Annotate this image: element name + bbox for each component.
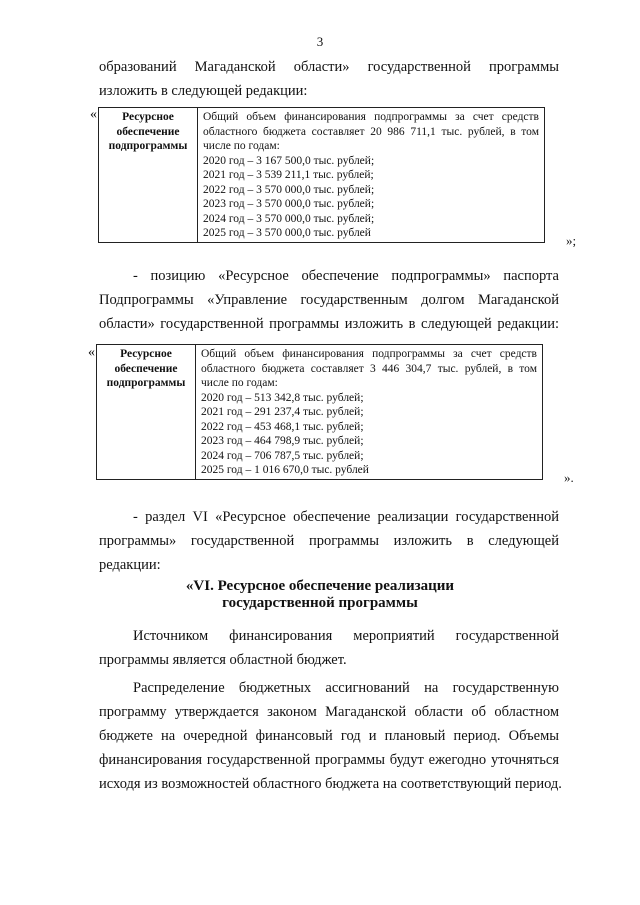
table2-year-line: 2021 год – 291 237,4 тыс. рублей; xyxy=(201,406,364,418)
para5-line-4: финансирования государственной программы будут ежегодно уточняться xyxy=(99,752,559,768)
table1-content-line: областного бюджета составляет 20 986 711,1 тыс. рублей, в том xyxy=(203,125,539,138)
intro-line-2: изложить в следующей редакции: xyxy=(99,83,308,99)
table2-label-line: Ресурсное xyxy=(120,348,172,360)
table1-content-line: числе по годам: xyxy=(203,140,280,152)
table1-year-line: 2025 год – 3 570 000,0 тыс. рублей xyxy=(203,227,371,239)
table2-year-line: 2025 год – 1 016 670,0 тыс. рублей xyxy=(201,464,369,476)
para5-line-3: бюджете на очередной финансовый год и плановый период. Объемы xyxy=(99,728,559,744)
paragraph-4 xyxy=(99,624,559,672)
paragraph-3 xyxy=(99,505,559,577)
resource-table-1 xyxy=(98,107,545,243)
para5-line-2: программу утверждается законом Магаданской области об областном xyxy=(99,704,559,720)
table2-year-line: 2022 год – 453 468,1 тыс. рублей; xyxy=(201,420,364,433)
table1-label-cell xyxy=(99,108,198,243)
table2-label-line: подпрограммы xyxy=(106,377,186,389)
table1-content-line: Общий объем финансирования подпрограммы за счет средств xyxy=(203,111,539,123)
table1-year-line: 2023 год – 3 570 000,0 тыс. рублей; xyxy=(203,198,375,210)
section-heading xyxy=(100,578,540,612)
table2-content-line: Общий объем финансирования подпрограммы за счет средств xyxy=(201,348,537,360)
table2-content-line: областного бюджета составляет 3 446 304,7 тыс. рублей, в том xyxy=(201,362,537,375)
table1-year-line: 2022 год – 3 570 000,0 тыс. рублей; xyxy=(203,183,375,196)
para2-line-1: - позицию «Ресурсное обеспечение подпрограммы» паспорта xyxy=(133,268,559,284)
section-heading-line-2: государственной программы xyxy=(222,595,418,611)
para2-line-2: Подпрограммы «Управление государственным долгом Магаданской xyxy=(99,292,559,308)
table2-content-line: числе по годам: xyxy=(201,377,278,389)
section-heading-line-1: «VI. Ресурсное обеспечение реализации xyxy=(185,578,455,594)
table1-year-line: 2020 год – 3 167 500,0 тыс. рублей; xyxy=(203,154,375,167)
table1-label-line: подпрограммы xyxy=(108,140,188,152)
table1-label-line: обеспечение xyxy=(116,125,180,138)
table2-label-cell xyxy=(97,345,196,480)
para5-line-5: исходя из возможностей областного бюджета на соответствующий период. xyxy=(99,776,562,792)
paragraph-5 xyxy=(99,676,562,796)
resource-table-2 xyxy=(96,344,543,480)
table2-year-line: 2024 год – 706 787,5 тыс. рублей; xyxy=(201,449,364,462)
para3-line-3: редакции: xyxy=(99,557,161,573)
table1-content-cell xyxy=(198,108,545,243)
para4-line-2: программы является областной бюджет. xyxy=(99,652,347,668)
table2-year-line: 2023 год – 464 798,9 тыс. рублей; xyxy=(201,435,364,447)
table2-open-quote: « xyxy=(88,345,95,360)
para3-line-2: программы» государственной программы изложить в следующей xyxy=(99,533,559,549)
table1-year-line: 2024 год – 3 570 000,0 тыс. рублей; xyxy=(203,212,375,225)
intro-line-1: образований Магаданской области» государственной программы xyxy=(99,59,559,75)
table1-label-line: Ресурсное xyxy=(122,111,174,123)
table1-year-line: 2021 год – 3 539 211,1 тыс. рублей; xyxy=(203,169,374,181)
para2-line-3: области» государственной программы изложить в следующей редакции: xyxy=(99,316,559,332)
para3-line-1: - раздел VI «Ресурсное обеспечение реализации государственной xyxy=(133,509,559,525)
intro-paragraph xyxy=(99,55,559,103)
page-number: 3 xyxy=(316,34,324,49)
table2-close-quote: ». xyxy=(564,470,574,485)
table1-open-quote: « xyxy=(90,107,97,122)
paragraph-2 xyxy=(99,264,559,336)
table1-close-quote: »; xyxy=(566,233,577,248)
table2-year-line: 2020 год – 513 342,8 тыс. рублей; xyxy=(201,391,364,404)
para4-line-1: Источником финансирования мероприятий государственной xyxy=(133,628,559,644)
para5-line-1: Распределение бюджетных ассигнований на государственную xyxy=(133,680,559,696)
table2-label-line: обеспечение xyxy=(114,362,178,375)
table2-content-cell xyxy=(196,345,543,480)
